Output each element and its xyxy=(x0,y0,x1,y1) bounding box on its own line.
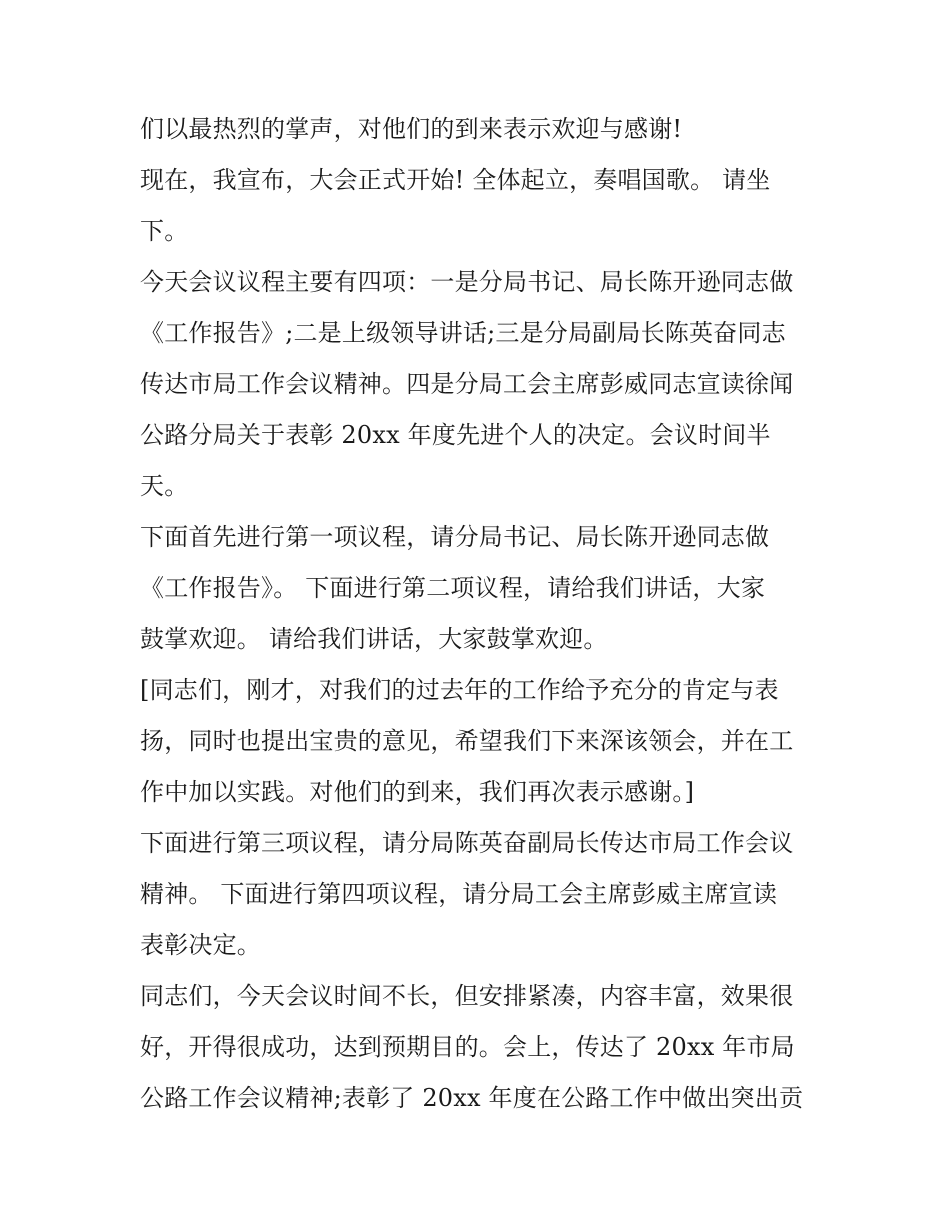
text-line: [同志们，刚才，对我们的过去年的工作给予充分的肯定与表 xyxy=(140,676,779,704)
text-line: 好，开得很成功，达到预期目的。会上，传达了 20xx 年市局 xyxy=(140,1033,795,1061)
text-line: 作中加以实践。对他们的到来，我们再次表示感谢。] xyxy=(140,778,695,806)
text-line: 下面首先进行第一项议程，请分局书记、局长陈开逊同志做 xyxy=(140,523,770,551)
text-line: 《工作报告》。 下面进行第二项议程，请给我们讲话，大家 xyxy=(140,574,766,602)
text-line: 下面进行第三项议程，请分局陈英奋副局长传达市局工作会议 xyxy=(140,829,794,857)
text-line: 同志们，今天会议时间不长，但安排紧凑，内容丰富，效果很 xyxy=(140,982,794,1010)
text-line: 现在，我宣布，大会正式开始! 全体起立，奏唱国歌。 请坐 xyxy=(140,166,771,194)
text-line: 精神。 下面进行第四项议程，请分局工会主席彭威主席宣读 xyxy=(140,880,778,908)
text-line: 《工作报告》;二是上级领导讲话;三是分局副局长陈英奋同志 xyxy=(140,319,786,347)
text-line: 公路工作会议精神;表彰了 20xx 年度在公路工作中做出突出贡 xyxy=(140,1084,804,1112)
text-line: 下。 xyxy=(140,217,189,245)
text-line: 今天会议议程主要有四项：一是分局书记、局长陈开逊同志做 xyxy=(140,268,794,296)
text-line: 传达市局工作会议精神。四是分局工会主席彭威同志宣读徐闻 xyxy=(140,370,794,398)
text-line: 扬，同时也提出宝贵的意见，希望我们下来深该领会，并在工 xyxy=(140,727,794,755)
text-line: 公路分局关于表彰 20xx 年度先进个人的决定。会议时间半 xyxy=(140,421,771,449)
text-line: 们以最热烈的掌声，对他们的到来表示欢迎与感谢! xyxy=(140,115,683,143)
document-body xyxy=(140,104,820,1124)
text-line: 鼓掌欢迎。 请给我们讲话，大家鼓掌欢迎。 xyxy=(140,625,608,653)
text-line: 表彰决定。 xyxy=(140,931,261,959)
text-line: 天。 xyxy=(140,472,189,500)
